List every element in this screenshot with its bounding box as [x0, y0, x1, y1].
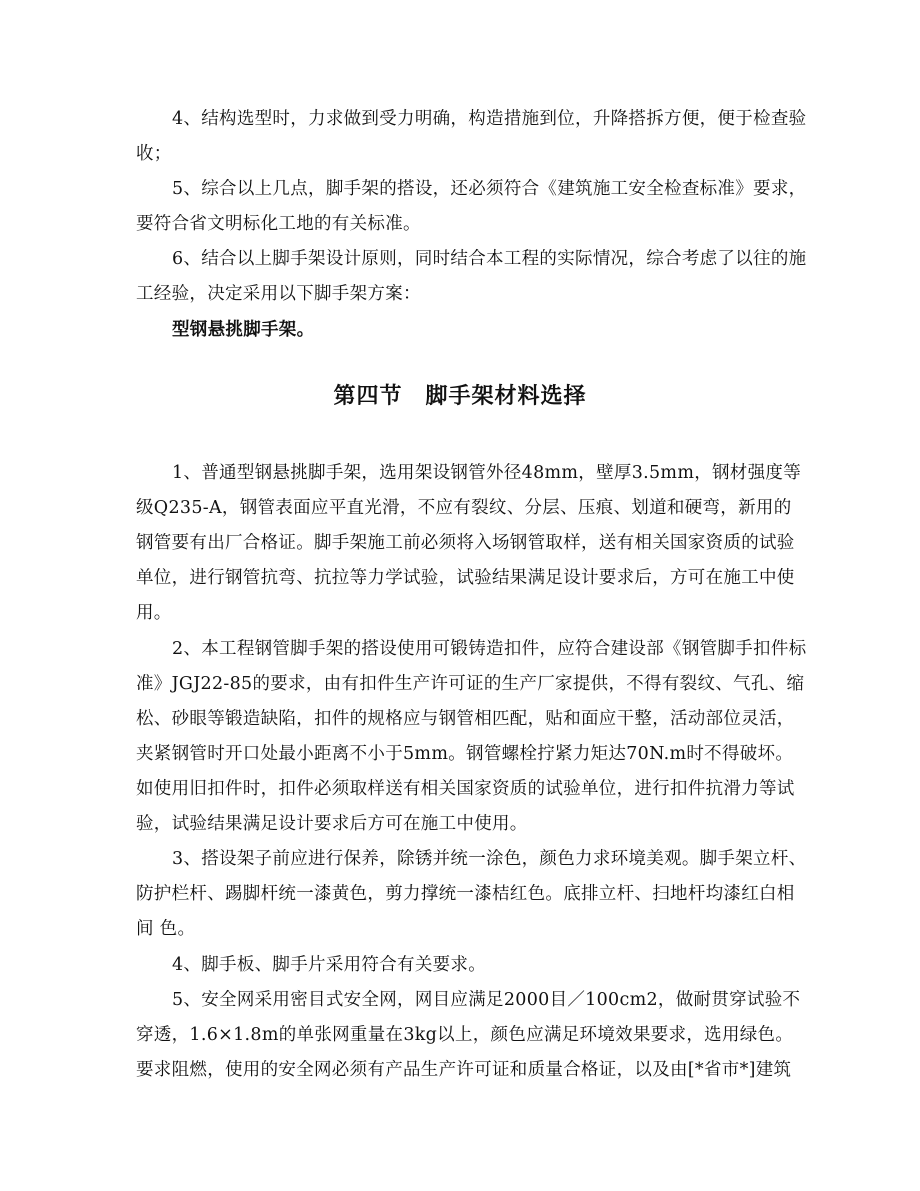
scaffold-scheme-label: 型钢悬挑脚手架。: [172, 320, 315, 340]
paragraph-scaffold-boards: 4、脚手板、脚手片采用符合有关要求。: [172, 955, 487, 975]
paragraph-steel-pipe: 1、普通型钢悬挑脚手架，选用架设钢管外径48mm，壁厚3.5mm，钢材强度等级Q235-A，钢管表面应平直光滑，不应有裂纹、分层、压痕、划道和硬弯，新用的钢管要有出厂合格证。脚手架施工前必须将入场钢管取样，送有相关国家资质的试验单位，进行钢管抗弯、抗拉等力学试验，试验结果满足设计要求后，方可在施工中使用。: [136, 463, 802, 623]
paragraph-safety-net: 5、安全网采用密目式安全网，网目应满足2000目／100cm2，做耐贯穿试验不穿透，1.6×1.8m的单张网重量在3kg以上，颜色应满足环境效果要求，选用绿色。要求阻燃，使用的安全网必须有产品生产许可证和质量合格证，以及由[*省市*]建筑: [136, 990, 801, 1080]
paragraph-fasteners: 2、本工程钢管脚手架的搭设使用可锻铸造扣件，应符合建设部《钢管脚手扣件标准》JGJ22-85的要求，由有扣件生产许可证的生产厂家提供，不得有裂纹、气孔、缩松、砂眼等锻造缺陷，扣件的规格应与钢管相匹配，贴和面应干整，活动部位灵活，夹紧钢管时开口处最小距离不小于5mm。钢管螺栓拧紧力矩达70N.m时不得破坏。如使用旧扣件时，扣件必须取样送有相关国家资质的试验单位，进行扣件抗滑力等试验，试验结果满足设计要求后方可在施工中使用。: [136, 639, 807, 834]
paragraph-scheme-decision: 6、结合以上脚手架设计原则，同时结合本工程的实际情况，综合考虑了以往的施工经验，决定采用以下脚手架方案：: [136, 249, 807, 304]
paragraph-painting: 3、搭设架子前应进行保养，除锈并统一涂色，颜色力求环境美观。脚手架立杆、防护栏杆、踢脚杆统一漆黄色，剪力撑统一漆桔红色。底排立杆、扫地杆均漆红白相间 色。: [136, 849, 807, 939]
section-title: 第四节 脚手架材料选择: [333, 383, 587, 409]
paragraph-safety-standard: 5、综合以上几点，脚手架的搭设，还必须符合《建筑施工安全检查标准》要求，要符合省文明标化工地的有关标准。: [136, 179, 807, 234]
paragraph-structure-selection: 4、结构选型时，力求做到受力明确，构造措施到位，升降搭拆方便，便于检查验收；: [136, 109, 807, 164]
